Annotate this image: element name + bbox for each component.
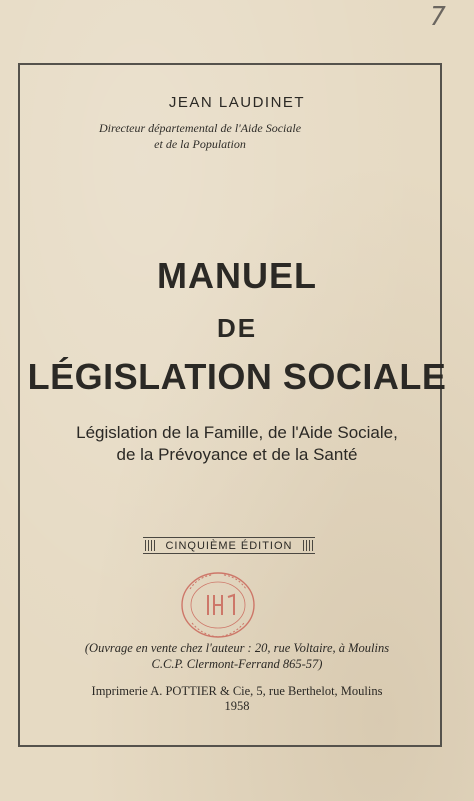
edition-hatch-right [303,540,313,551]
author-role-line-1: Directeur départemental de l'Aide Sociale [98,121,302,135]
book-title-line-3: LÉGISLATION SOCIALE [27,356,447,397]
publication-year: 1958 [224,699,250,713]
author-role-line-2: et de la Population [154,137,246,151]
edition-hatch-left [145,540,155,551]
sale-note-line-2: C.C.P. Clermont-Ferrand 865-57) [151,657,323,671]
printer-imprint: Imprimerie A. POTTIER & Cie, 5, rue Berthelot, Moulins [91,684,383,698]
edition-label: CINQUIÈME ÉDITION [165,539,293,552]
sale-note-line-1: (Ouvrage en vente chez l'auteur : 20, rue Voltaire, à Moulins [84,641,390,655]
edition-banner [143,537,315,554]
handwritten-corner-mark: 7 [426,2,450,32]
subtitle-line-2: de la Prévoyance et de la Santé [116,445,358,464]
author-name: JEAN LAUDINET [168,94,306,111]
book-title-line-2: DE [216,313,258,343]
book-title-line-1: MANUEL [157,255,317,296]
stamp-inner-marks [208,595,234,615]
library-stamp [178,569,258,641]
subtitle-line-1: Législation de la Famille, de l'Aide Sociale, [76,423,398,442]
